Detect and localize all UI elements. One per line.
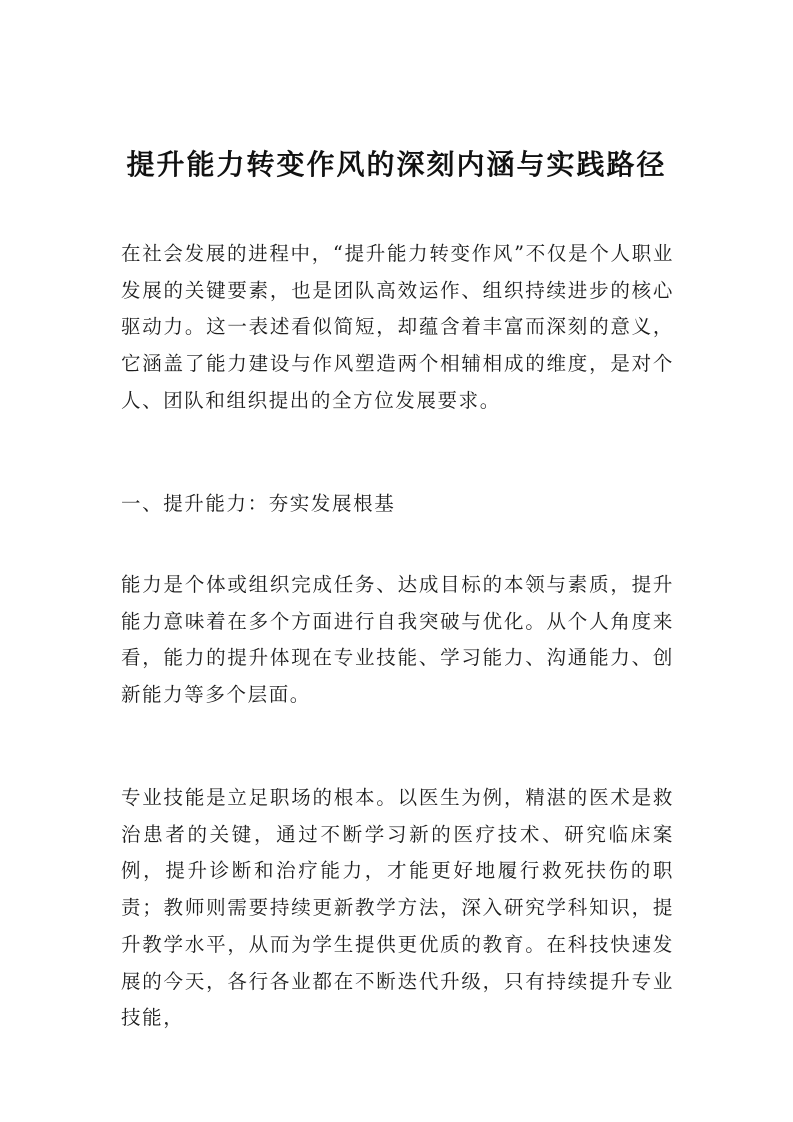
page-title: 提升能力转变作风的深刻内涵与实践路径 (126, 147, 667, 181)
intro-paragraph: 在社会发展的进程中，“提升能力转变作风”不仅是个人职业发展的关键要素，也是团队高效运作、组织持续进步的核心驱动力。这一表述看似简短，却蕴含着丰富而深刻的意义，它涵盖了能力建设与作风塑造两个相辅相成的维度，是对个人、团队和组织提出的全方位发展要求。 (121, 242, 674, 412)
body-paragraph: 专业技能是立足职场的根本。以医生为例，精湛的医术是救治患者的关键，通过不断学习新的医疗技术、研究临床案例，提升诊断和治疗能力，才能更好地履行救死扶伤的职责；教师则需要持续更新教学方法，深入研究学科知识，提升教学水平，从而为学生提供更优质的教育。在科技快速发展的今天，各行各业都在不断迭代升级，只有持续提升专业技能， (121, 786, 674, 1030)
body-paragraph: 能力是个体或组织完成任务、达成目标的本领与素质，提升能力意味着在多个方面进行自我突破与优化。从个人角度来看，能力的提升体现在专业技能、学习能力、沟通能力、创新能力等多个层面。 (121, 573, 674, 707)
section-heading: 一、提升能力：夯实发展根基 (121, 492, 396, 515)
